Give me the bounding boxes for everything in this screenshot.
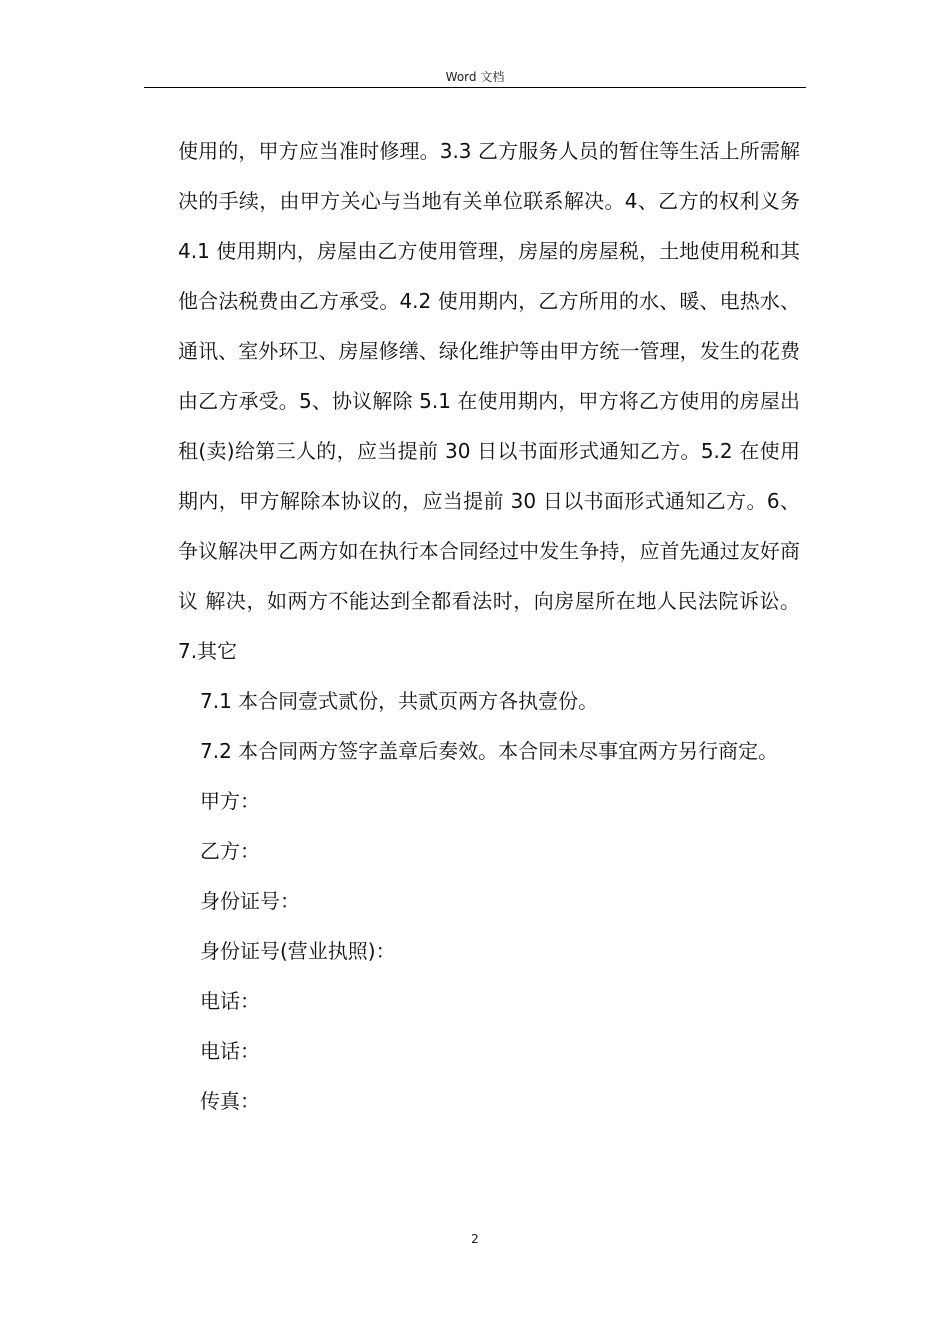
- document-body: [178, 126, 800, 1126]
- signature-field-party-a: 甲方：: [200, 789, 260, 813]
- body-paragraph-7-1: 7.1 本合同壹式贰份，共贰页两方各执壹份。: [200, 689, 599, 713]
- header-divider: [144, 87, 806, 88]
- body-paragraph-main: 使用的，甲方应当准时修理。3.3 乙方服务人员的暂住等生活上所需解决的手续，由甲方关心与当地有关单位联系解决。4、乙方的权利义务 4.1 使用期内，房屋由乙方使用管理，房屋的房屋税，土地使用税和其他合法税费由乙方承受。4.2 使用期内，乙方所用的水、暖、电热水、通讯、室外环卫、房屋修缮、绿化维护等由甲方统一管理，发生的花费由乙方承受。5、协议解除 5.1 在使用期内，甲方将乙方使用的房屋出租(卖)给第三人的，应当提前 30 日以书面形式通知乙方。5.2 在使用期内，甲方解除本协议的，应当提前 30 日以书面形式通知乙方。6、争议解决甲乙两方如在执行本合同经过中发生争持，应首先通过友好商议 解决，如两方不能达到全都看法时，向房屋所在地人民法院诉讼。7.其它: [178, 139, 800, 663]
- page-number: 2: [471, 1232, 479, 1246]
- signature-field-fax: 传真：: [200, 1089, 260, 1113]
- signature-field-phone-b: 电话：: [200, 1039, 260, 1063]
- signature-field-id-number: 身份证号：: [200, 889, 300, 913]
- signature-field-party-b: 乙方：: [200, 839, 260, 863]
- body-paragraph-7-2: 7.2 本合同两方签字盖章后奏效。本合同未尽事宜两方另行商定。: [200, 739, 779, 763]
- document-header-title: Word 文档: [445, 70, 505, 84]
- signature-field-id-business-license: 身份证号(营业执照)：: [200, 939, 396, 963]
- signature-field-phone-a: 电话：: [200, 989, 260, 1013]
